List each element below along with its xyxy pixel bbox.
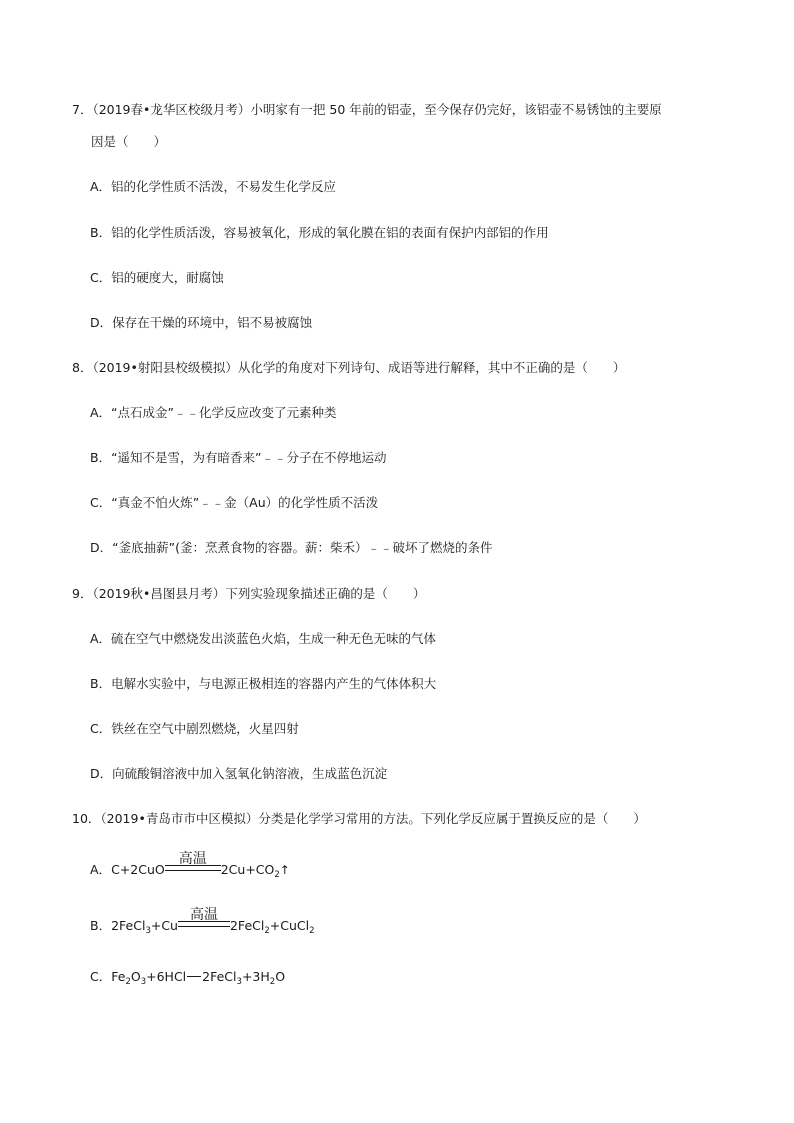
equation-equals-icon (187, 976, 201, 977)
question-10-stem: 10．（2019•青岛市市中区模拟）分类是化学学习常用的方法。下列化学反应属于置换反应的是（ ） (72, 811, 646, 826)
question-7-stem-line1: 7．（2019春•龙华区校级月考）小明家有一把 50 年前的铝壶，至今保存仍完好，该铝壶不易锈蚀的主要原 (72, 102, 662, 117)
question-9-option-a: A．硫在空气中燃烧发出淡蓝色火焰，生成一种无色无味的气体 (90, 631, 437, 646)
question-10-option-a (90, 851, 290, 880)
question-10-option-c (90, 969, 285, 985)
reaction-condition-a (165, 851, 221, 878)
question-8-option-c: C．“真金不怕火炼”﹣﹣金（Au）的化学性质不活泼 (90, 495, 379, 510)
option-b-product-2-sub: 2 (309, 926, 315, 936)
option-b-reactant-1-sub: 3 (145, 926, 151, 936)
question-9-stem: 9．（2019秋•昌图县月考）下列实验现象描述正确的是（ ） (72, 586, 426, 601)
condition-label-b: 高温 (189, 907, 218, 923)
question-7-option-d: D．保存在干燥的环境中，铝不易被腐蚀 (90, 315, 313, 330)
option-c-product-3: O (275, 969, 286, 984)
option-b-product-1: 2FeCl (229, 918, 265, 933)
question-8-stem: 8．（2019•射阳县校级模拟）从化学的角度对下列诗句、成语等进行解释，其中不正确的是（ ） (72, 360, 626, 375)
option-c-reactant-1-sub: 2 (125, 977, 131, 987)
option-b-product-1-sub: 2 (264, 926, 270, 936)
question-9-option-d: D．向硫酸铜溶液中加入氢氧化钠溶液，生成蓝色沉淀 (90, 766, 388, 781)
question-7-stem-line2: 因是（ ） (91, 134, 167, 149)
question-7-option-c: C．铝的硬度大，耐腐蚀 (90, 270, 224, 285)
question-7-option-a: A．铝的化学性质不活泼，不易发生化学反应 (90, 179, 337, 194)
option-c-reactant-3: +6HCl (146, 969, 187, 984)
option-b-reactant-1: 2FeCl (111, 918, 146, 933)
gas-up-arrow-icon: ↑ (279, 863, 290, 877)
question-9-option-c: C．铁丝在空气中剧烈燃烧，火星四射 (90, 721, 299, 736)
option-b-reactant-2: +Cu (150, 918, 178, 933)
condition-label-a: 高温 (178, 851, 207, 867)
question-9-option-b: B．电解水实验中，与电源正极相连的容器内产生的气体体积大 (90, 676, 437, 691)
option-c-reactant-1: Fe (111, 969, 126, 984)
question-8-option-d: D．“釜底抽薪”(釜：烹煮食物的容器。薪：柴禾）﹣﹣破坏了燃烧的条件 (90, 540, 493, 555)
question-8-option-b: B．“遥知不是雪，为有暗香来”﹣﹣分子在不停地运动 (90, 450, 387, 465)
option-a-label: A． (90, 862, 112, 877)
option-b-product-2: +CuCl (269, 918, 310, 933)
option-a-subscript: 2 (274, 870, 280, 880)
option-c-product-1-sub: 3 (236, 977, 242, 987)
option-a-reactants: C+2CuO (111, 862, 165, 877)
option-c-reactant-2: O (130, 969, 141, 984)
option-b-label: B． (90, 918, 112, 933)
question-10-option-b (90, 907, 315, 936)
option-c-product-2: +3H (241, 969, 270, 984)
question-8-option-a: A．“点石成金”﹣﹣化学反应改变了元素种类 (90, 405, 337, 420)
option-c-label: C． (90, 969, 112, 984)
option-c-product-2-sub: 2 (269, 977, 276, 987)
option-c-reactant-2-sub: 3 (140, 977, 147, 987)
question-7-option-b: B．铝的化学性质活泼，容易被氧化，形成的氧化膜在铝的表面有保护内部铝的作用 (90, 225, 549, 240)
reaction-condition-b (178, 907, 230, 934)
option-c-product-1: 2FeCl (202, 969, 237, 984)
option-a-products: 2Cu+CO (220, 862, 275, 877)
